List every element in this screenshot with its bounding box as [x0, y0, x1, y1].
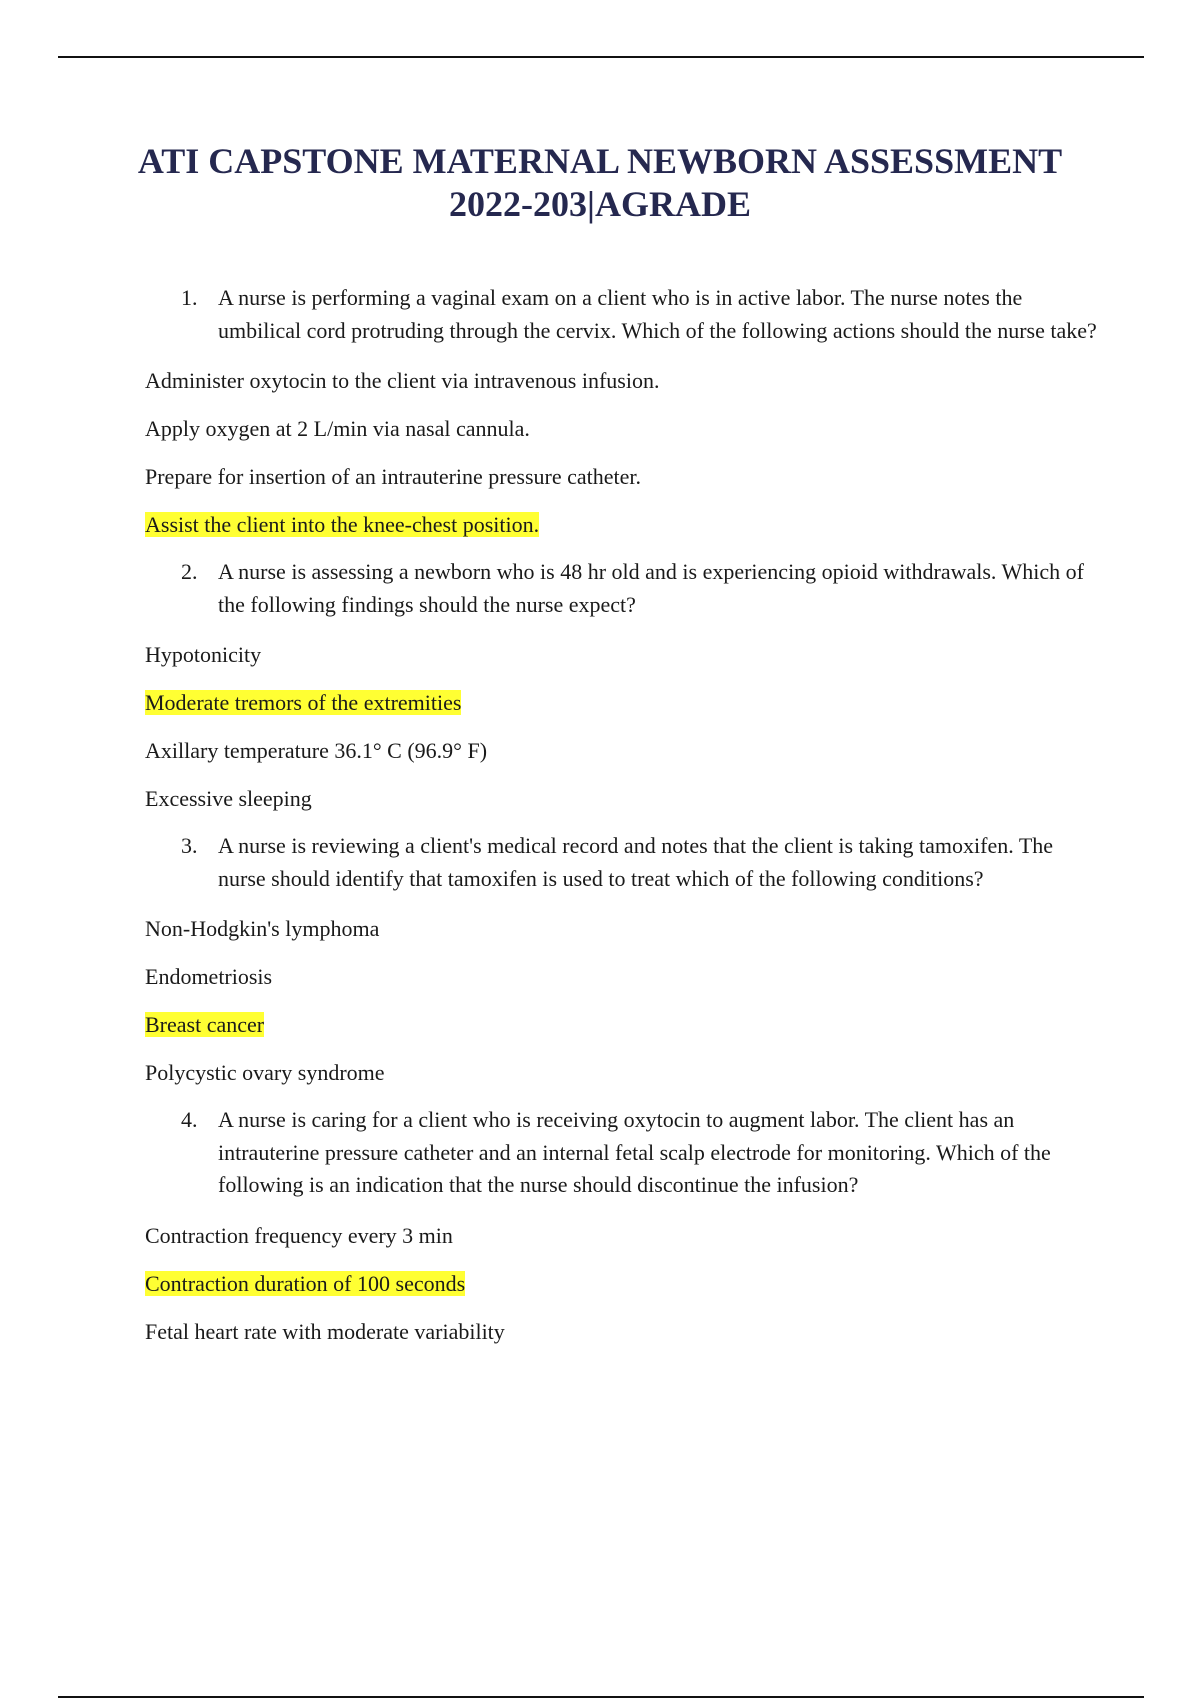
highlighted-answer: Assist the client into the knee-chest position. [145, 512, 540, 537]
question-number: 3. [181, 833, 198, 858]
question-text: A nurse is performing a vaginal exam on a client who is in active labor. The nurse notes the umbilical cord protruding through the cervix. Which of the following actions should the nurse take? [218, 285, 1097, 343]
answer-option: Hypotonicity [145, 642, 262, 667]
question-number: 2. [181, 559, 198, 584]
top-rule [58, 56, 1144, 58]
question-text: A nurse is assessing a newborn who is 48 hr old and is experiencing opioid withdrawals. Which of the following findings should the nurse expect? [218, 559, 1085, 617]
answer-option: Polycystic ovary syndrome [145, 1060, 385, 1085]
highlighted-answer: Breast cancer [145, 1012, 265, 1037]
question-text: A nurse is caring for a client who is receiving oxytocin to augment labor. The client has an intrauterine pressure catheter and an internal fetal scalp electrode for monitoring. Which of the following is an indication that the nurse should discontinue the infusion? [218, 1107, 1051, 1197]
answer-option: Excessive sleeping [145, 786, 312, 811]
highlighted-answer: Contraction duration of 100 seconds [145, 1270, 466, 1296]
answer-option: Contraction frequency every 3 min [145, 1222, 453, 1248]
question-3 [145, 830, 1105, 895]
answer-option-correct [145, 511, 1105, 539]
question-number: 1. [181, 285, 198, 310]
answer-option: Prepare for insertion of an intrauterine pressure catheter. [145, 464, 642, 489]
answer-option: Fetal heart rate with moderate variability [145, 1318, 505, 1344]
question-4 [145, 1104, 1105, 1202]
answer-option: Apply oxygen at 2 L/min via nasal cannula. [145, 416, 530, 441]
question-list [145, 282, 1105, 1346]
answer-option-correct [145, 1011, 1105, 1039]
answer-option: Axillary temperature 36.1° C (96.9° F) [145, 738, 488, 763]
question-1 [145, 282, 1105, 347]
title-line-1: ATI CAPSTONE MATERNAL NEWBORN ASSESSMENT [137, 141, 1063, 181]
answer-option-correct [145, 689, 1105, 717]
title-line-2: 2022-203|AGRADE [449, 184, 751, 224]
page-title [0, 140, 1200, 226]
answer-option-correct [145, 1270, 1105, 1298]
question-2 [145, 556, 1105, 621]
answer-option: Administer oxytocin to the client via intravenous infusion. [145, 368, 660, 393]
bottom-rule [58, 1696, 1144, 1698]
highlighted-answer: Moderate tremors of the extremities [145, 690, 462, 715]
question-number: 4. [181, 1107, 198, 1132]
answer-option: Endometriosis [145, 964, 273, 989]
answer-option: Non-Hodgkin's lymphoma [145, 916, 380, 941]
question-text: A nurse is reviewing a client's medical record and notes that the client is taking tamoxifen. The nurse should identify that tamoxifen is used to treat which of the following conditions? [218, 833, 1054, 891]
